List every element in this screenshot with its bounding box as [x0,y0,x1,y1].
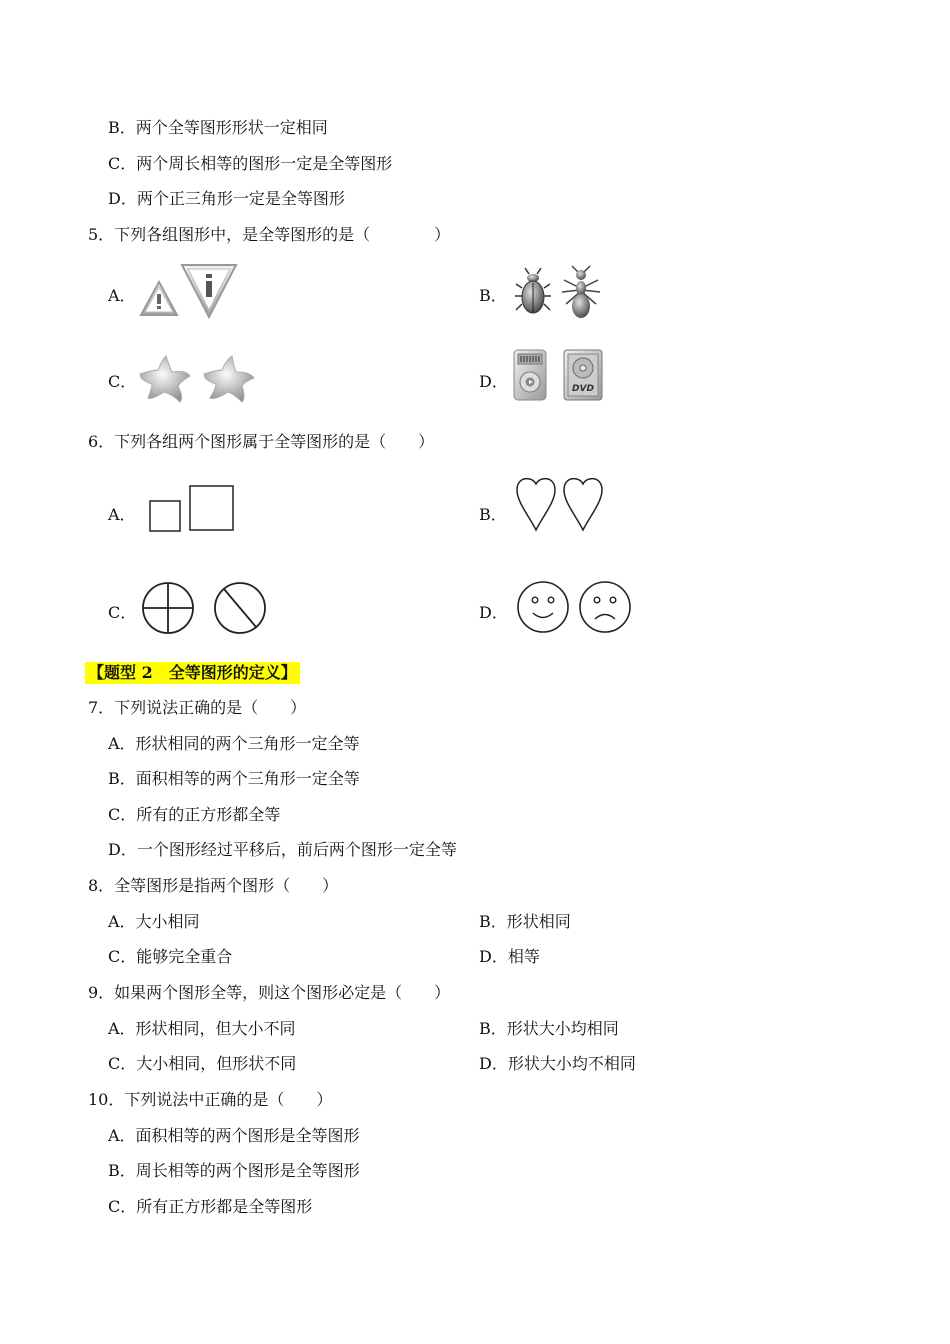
q6-faces-figure [515,580,635,636]
q10-option-a: A．面积相等的两个图形是全等图形 [108,1126,360,1145]
q10-option-b: B．周长相等的两个图形是全等图形 [108,1161,360,1180]
q5-label-a: A． [108,286,136,305]
q7-option-d: D．一个图形经过平移后，前后两个图形一定全等 [108,840,457,859]
q4-option-d: D．两个正三角形一定是全等图形 [108,189,345,208]
q7-option-b: B．面积相等的两个三角形一定全等 [108,769,360,788]
q5-beetle-ant-figure [514,266,609,320]
q8-stem: 8．全等图形是指两个图形（ ） [88,876,339,895]
q5-dvd-logo-text: DVD [572,384,594,394]
q9-option-a: A．形状相同，但大小不同 [108,1019,296,1038]
q9-stem: 9．如果两个图形全等，则这个图形必定是（ ） [88,983,451,1002]
q8-option-a: A．大小相同 [108,912,200,931]
q10-stem: 10．下列说法中正确的是（ ） [88,1090,333,1109]
q9-option-d: D．形状大小均不相同 [479,1054,636,1073]
q6-circles-figure [140,580,270,638]
q5-label-d: D． [479,372,508,391]
q9-option-b: B．形状大小均相同 [479,1019,619,1038]
q8-option-d: D．相等 [479,947,540,966]
q5-label-b: B． [479,286,507,305]
q7-stem: 7．下列说法正确的是（ ） [88,698,307,717]
q6-hearts-figure [515,474,607,532]
q4-option-b: B．两个全等图形形状一定相同 [108,118,328,137]
q6-squares-figure [148,484,238,534]
section-2-heading: 【题型 2 全等图形的定义】 [85,662,300,684]
q4-option-c: C．两个周长相等的图形一定是全等图形 [108,154,393,173]
q6-stem: 6．下列各组两个图形属于全等图形的是（ ） [88,432,435,451]
q6-label-a: A． [108,505,136,524]
q6-label-c: C． [108,603,137,622]
q6-label-b: B． [479,505,507,524]
q5-stars-figure [138,354,258,404]
q8-option-c: C．能够完全重合 [108,947,233,966]
q5-label-c: C． [108,372,137,391]
q5-stem: 5．下列各组图形中，是全等图形的是（ ） [88,225,451,244]
q8-option-b: B．形状相同 [479,912,571,931]
q7-option-a: A．形状相同的两个三角形一定全等 [108,734,360,753]
q7-option-c: C．所有的正方形都全等 [108,805,281,824]
q5-media-players-figure [512,348,607,404]
q9-option-c: C．大小相同，但形状不同 [108,1054,297,1073]
q6-label-d: D． [479,603,508,622]
q10-option-c: C．所有正方形都是全等图形 [108,1197,313,1216]
q5-warning-triangles-figure [140,262,240,322]
